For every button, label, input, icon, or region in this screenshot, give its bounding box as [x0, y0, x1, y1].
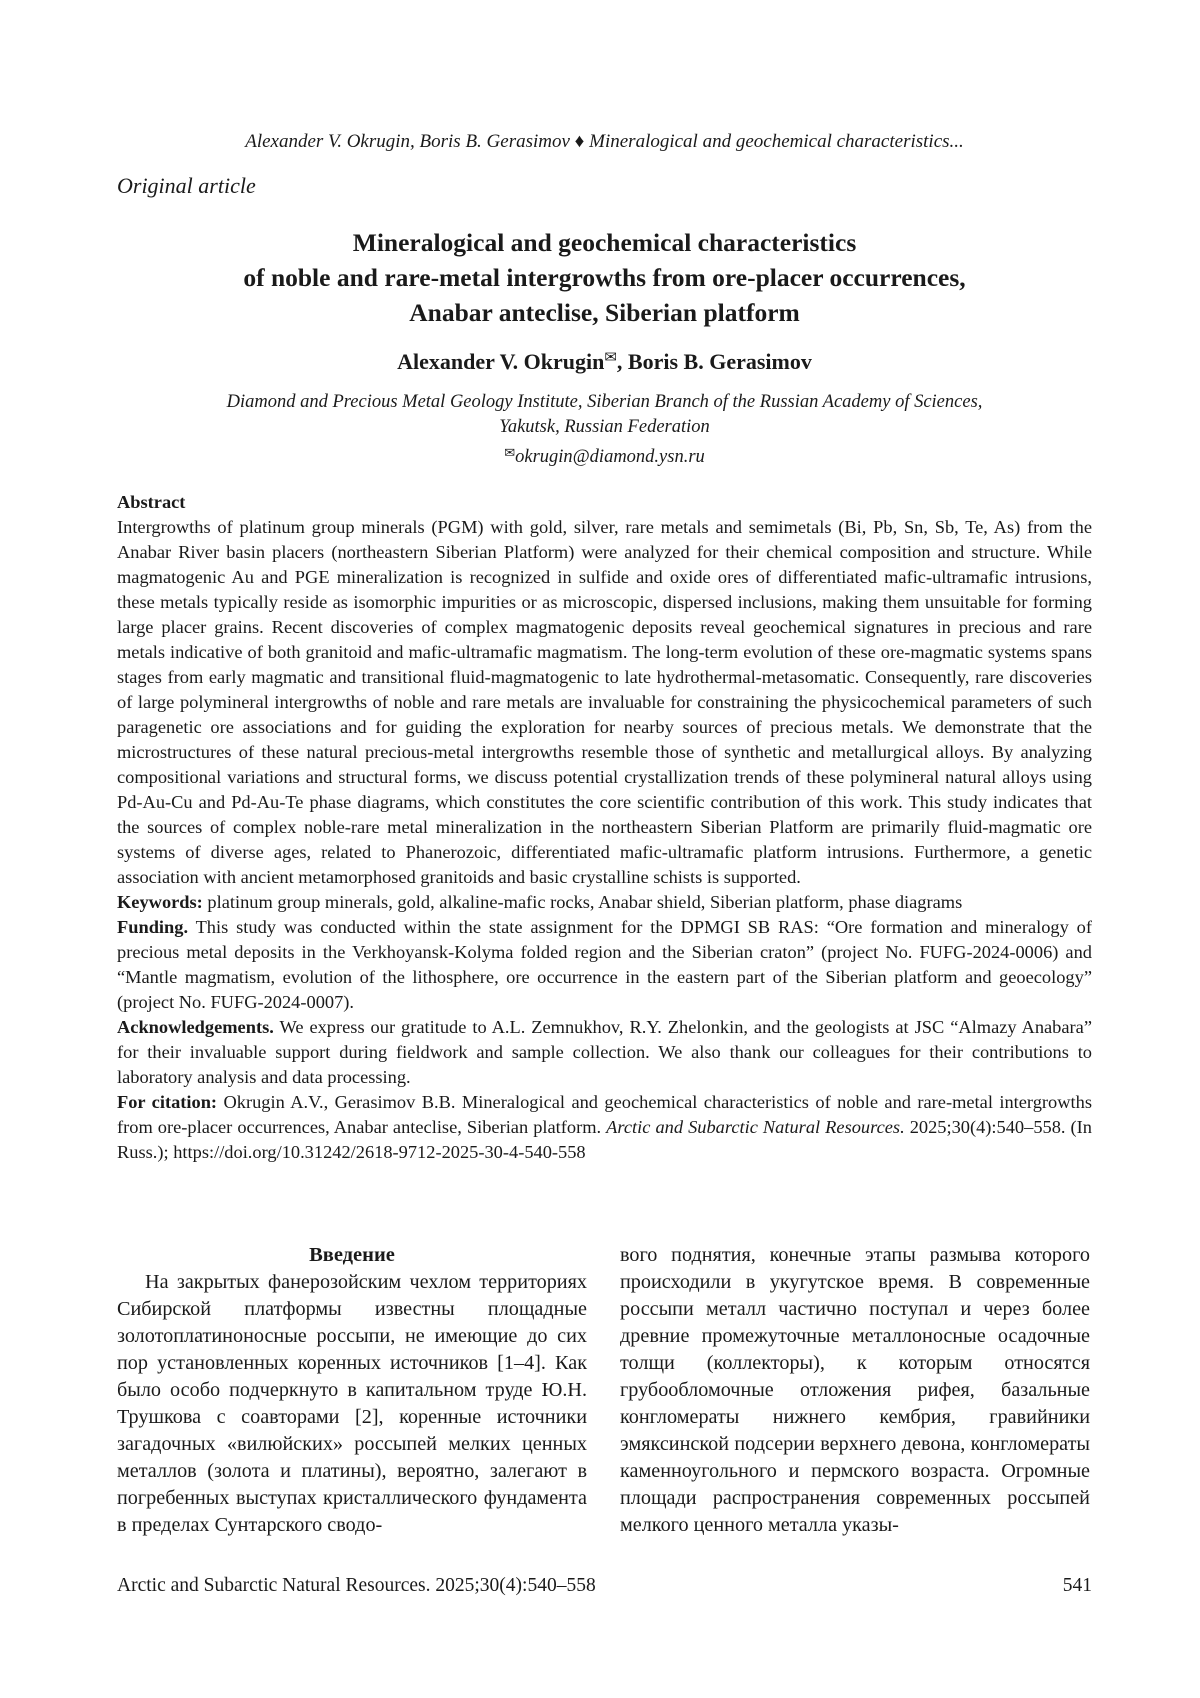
acknowledgements: [117, 1015, 1092, 1090]
right-column: [620, 1242, 1090, 1539]
abstract-heading: Abstract: [117, 492, 186, 512]
affiliation-line: Yakutsk, Russian Federation: [499, 417, 710, 437]
corresponding-email[interactable]: [117, 440, 1092, 470]
citation: [117, 1090, 1092, 1165]
footer-journal: Arctic and Subarctic Natural Resources. 2025;30(4):540–558: [117, 1575, 596, 1596]
funding-label: Funding.: [117, 917, 189, 937]
acknowledgements-label: Acknowledgements.: [117, 1017, 274, 1037]
funding-text: This study was conducted within the state assignment for the DPMGI SB RAS: “Ore formation and mineralogy of precious metal deposits in the Verkhoyansk-Kolyma folded region and the Siberian craton” (project No. FUFG-2024-0006) and “Mantle magmatism, evolution of the lithosphere, ore occurrence in the eastern part of the Siberian platform and geoecology” (project No. FUFG-2024-0007).: [117, 917, 1092, 1012]
keywords: [117, 890, 1092, 915]
left-column: [117, 1242, 587, 1539]
abstract-text: Intergrowths of platinum group minerals (PGM) with gold, silver, rare metals and semimetals (Bi, Pb, Sn, Sb, Te, As) from the Anabar River basin placers (northeastern Siberian Platform) were analyzed for their chemical composition and structure. While magmatogenic Au and PGE mineralization is recognized in sulfide and oxide ores of differentiated mafic-ultramafic intrusions, these metals typically reside as isomorphic impurities or as microscopic, dispersed inclusions, making them unsuitable for forming large placer grains. Recent discoveries of complex magmatogenic deposits reveal geochemical signatures in precious and rare metals indicative of both granitoid and mafic-ultramafic magmatism. The long-term evolution of these ore-magmatic systems spans stages from early magmatic and transitional fluid-magmatogenic to late hydrothermal-metasomatic. Consequently, rare discoveries of large polymineral intergrowths of noble and rare metals are invaluable for constraining the physicochemical parameters of such paragenetic ore associations and for guiding the exploration for nearby sources of precious metals. We demonstrate that the microstructures of these natural precious-metal intergrowths resemble those of synthetic and metallurgical alloys. By analyzing compositional variations and structural forms, we discuss potential crystallization trends of these polymineral natural alloys using Pd-Au-Cu and Pd-Au-Te phase diagrams, which constitutes the core scientific contribution of this work. This study indicates that the sources of complex noble-rare metal mineralization in the northeastern Siberian Platform are primarily fluid-magmatic ore systems of diverse ages, related to Phanerozoic, differentiated mafic-ultramafic platform intrusions. Furthermore, a genetic association with ancient metamorphosed granitoids and basic crystalline schists is supported.: [117, 517, 1092, 887]
title-line: Anabar anteclise, Siberian platform: [409, 298, 800, 327]
article-type: Original article: [117, 173, 256, 198]
page-number: 541: [1062, 1575, 1092, 1596]
acknowledgements-text: We express our gratitude to A.L. Zemnukhov, R.Y. Zhelonkin, and the geologists at JSC “Almazy Anabara” for their invaluable support during fieldwork and sample collection. We also thank our colleagues for their contributions to laboratory analysis and data processing.: [117, 1017, 1092, 1087]
citation-text: Okrugin A.V., Gerasimov B.B. Mineralogical and geochemical characteristics of noble and rare-metal intergrowths from ore-placer occurrences, Anabar anteclise, Siberian platform.: [117, 1092, 1092, 1137]
affiliation-line: Diamond and Precious Metal Geology Institute, Siberian Branch of the Russian Academy of Sciences,: [226, 392, 983, 412]
envelope-icon: ✉: [504, 445, 516, 460]
envelope-icon: ✉: [604, 350, 617, 366]
citation-doi[interactable]: 2025;30(4):540–558. (In Russ.); https://doi.org/10.31242/2618-9712-2025-30-4-540-558: [117, 1117, 1092, 1162]
abstract-block: [117, 490, 1092, 1165]
affiliation: [117, 390, 1092, 470]
body-paragraph: вого поднятия, конечные этапы размыва которого происходили в укугутское время. В современные россыпи металл частично поступал и через более древние промежуточные металлоносные осадочные толщи (коллекторы), к которым относятся грубообломочные отложения рифея, базальные конгломераты нижнего кембрия, гравийники эмяксинской подсерии верхнего девона, конгломераты каменноугольного и пермского возраста. Огромные площади распространения современных россыпей мелкого ценного металла указы-: [620, 1244, 1090, 1536]
title-line: of noble and rare-metal intergrowths from ore-placer occurrences,: [243, 263, 966, 292]
author-list: Alexander V. Okrugin✉, Boris B. Gerasimov: [397, 349, 812, 374]
keywords-text: platinum group minerals, gold, alkaline-mafic rocks, Anabar shield, Siberian platform, phase diagrams: [202, 892, 963, 912]
citation-journal: Arctic and Subarctic Natural Resources.: [606, 1117, 905, 1137]
citation-label: For citation:: [117, 1092, 218, 1112]
funding: [117, 915, 1092, 1015]
article-title: [117, 225, 1092, 330]
body-paragraph: На закрытых фанерозойским чехлом территориях Сибирской платформы известны площадные золотоплатиноносные россыпи, не имеющие до сих пор установленных коренных источников [1–4]. Как было особо подчеркнуто в капитальном труде Ю.Н. Трушкова с соавторами [2], коренные источники загадочных «вилюйских» россыпей мелких ценных металлов (золота и платины), вероятно, залегают в погребенных выступах кристаллического фундамента в пределах Сунтарского сводо-: [117, 1271, 587, 1536]
section-heading: Введение: [309, 1244, 395, 1266]
author-name: Alexander V. Okrugin: [397, 349, 605, 374]
title-line: Mineralogical and geochemical characteristics: [352, 228, 857, 257]
keywords-label: Keywords:: [117, 892, 203, 912]
author-name: Boris B. Gerasimov: [627, 349, 812, 374]
running-head: Alexander V. Okrugin, Boris B. Gerasimov ♦ Mineralogical and geochemical characteristics...: [245, 131, 964, 152]
email-text[interactable]: okrugin@diamond.ysn.ru: [515, 447, 705, 467]
